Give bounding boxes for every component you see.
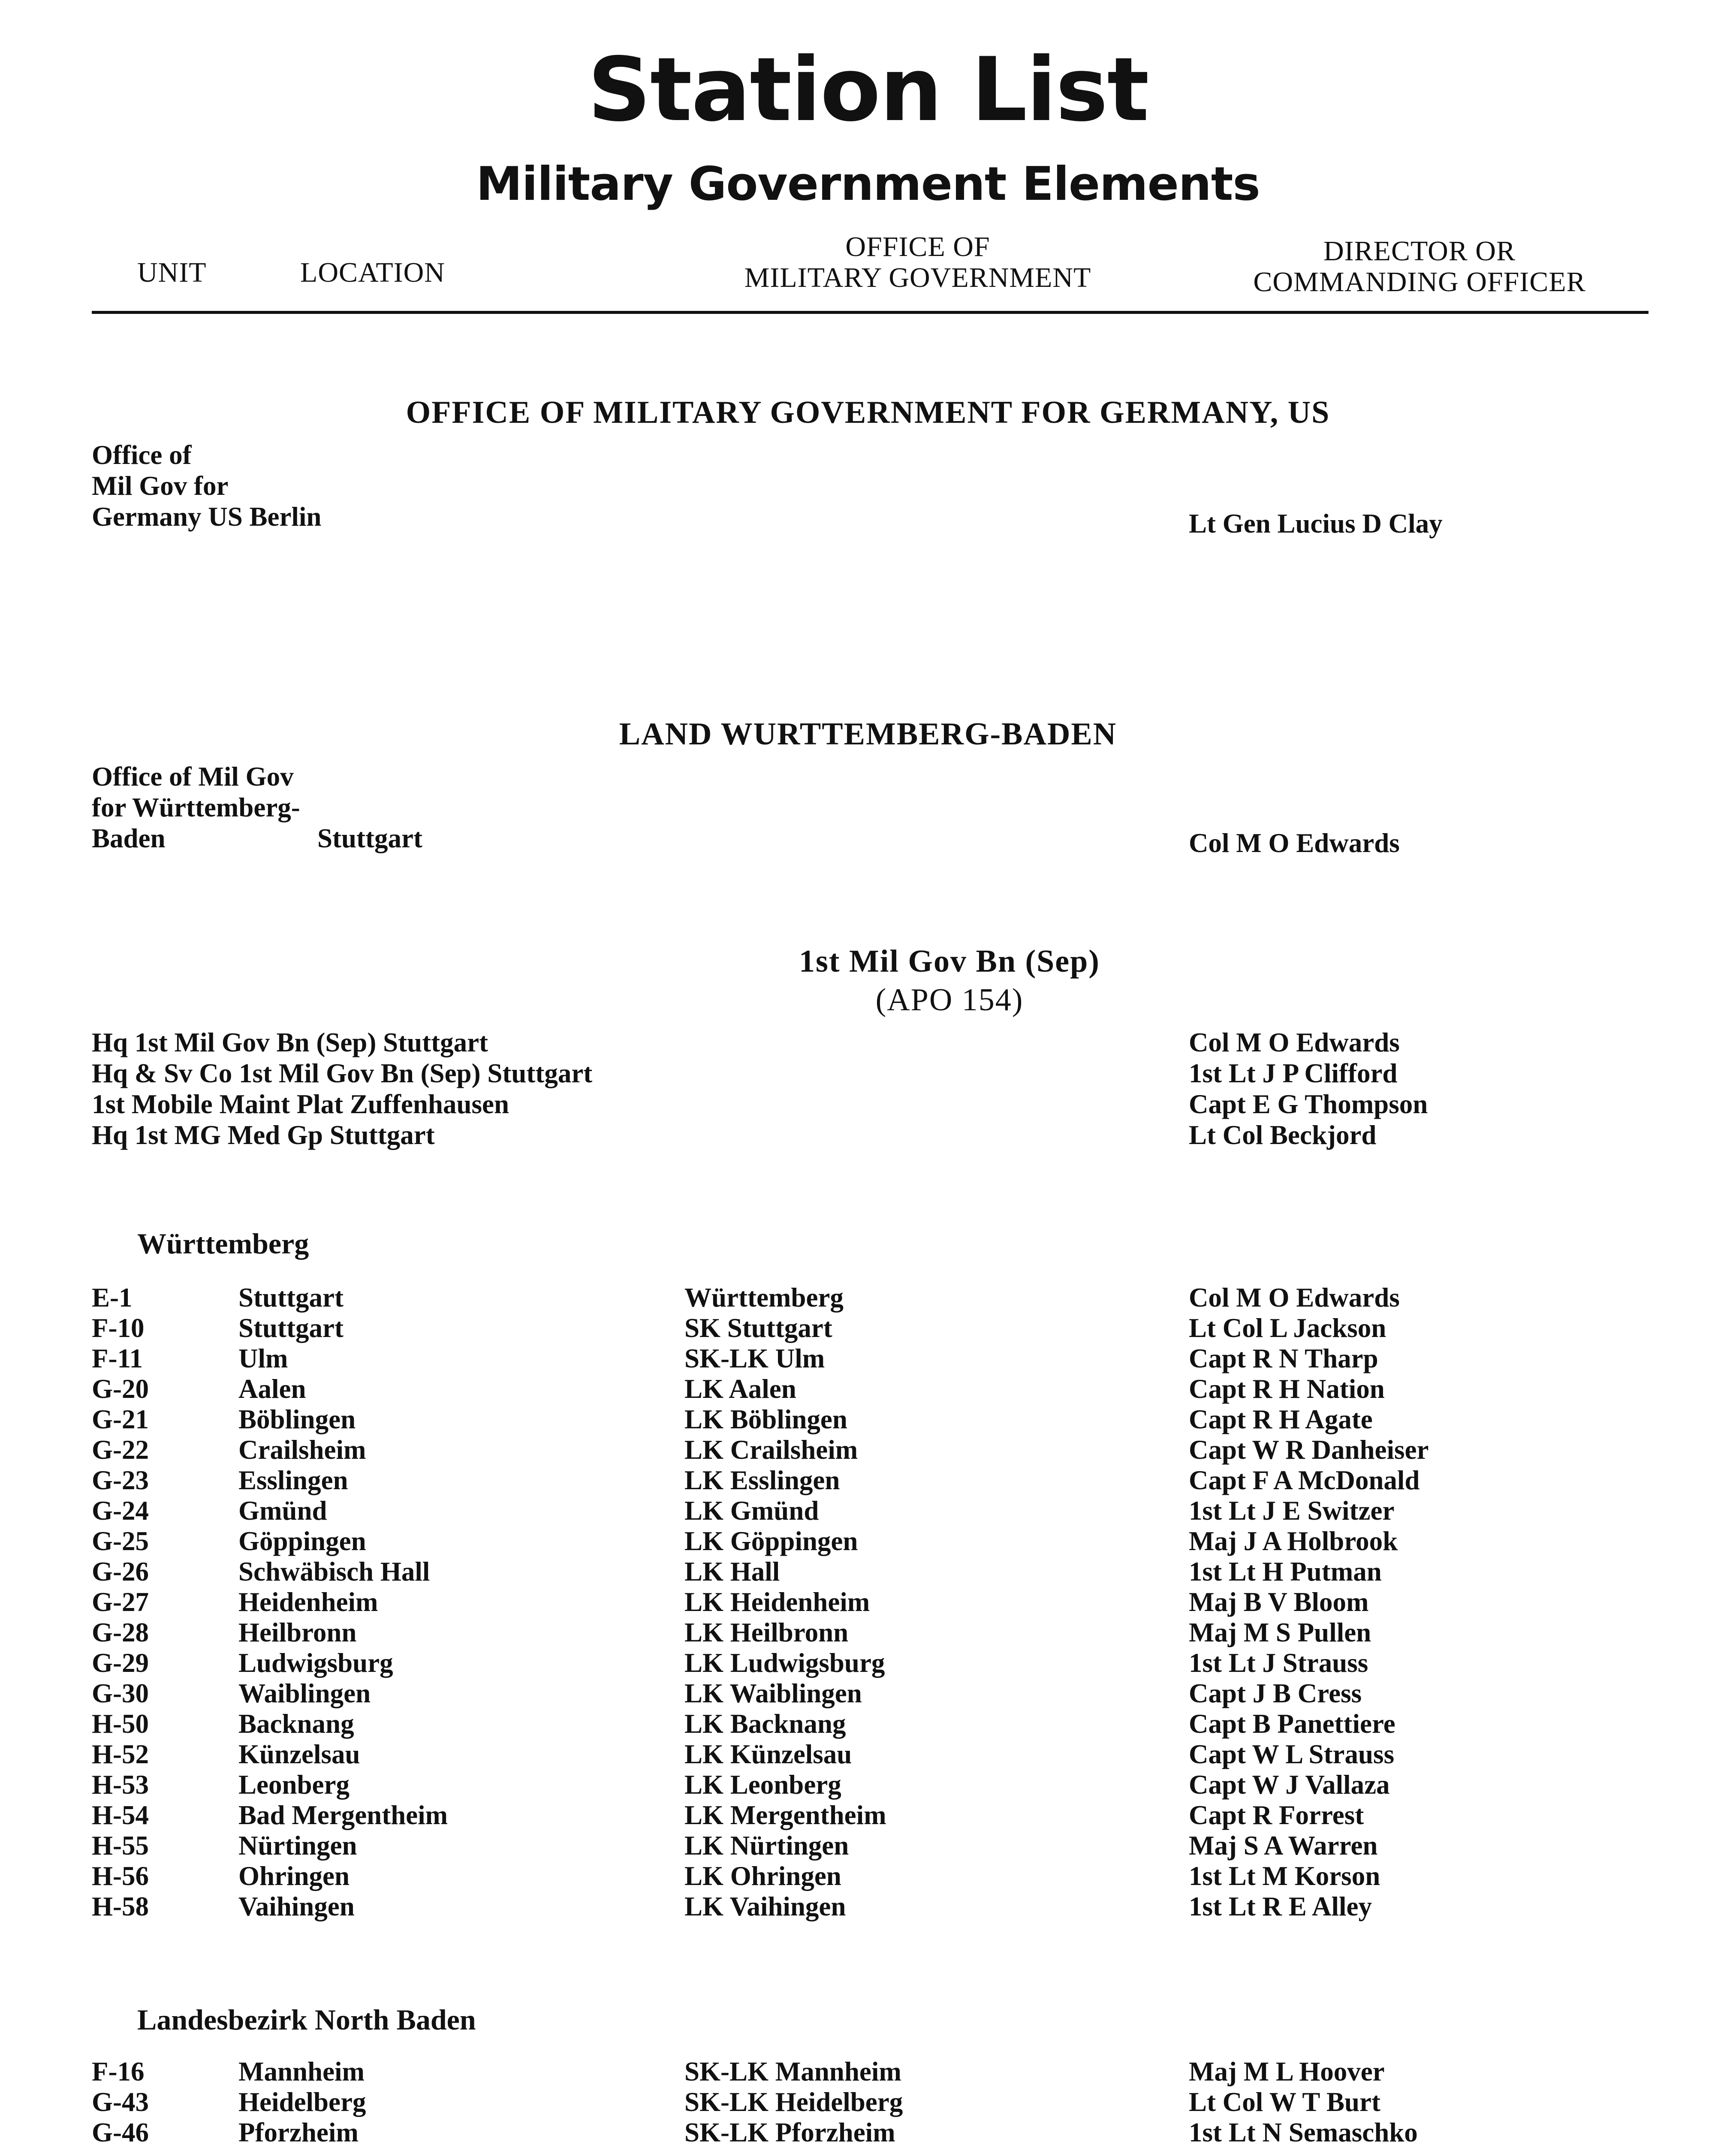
location-cell: Leonberg: [238, 1770, 350, 1800]
office-cell: LK Gmünd: [684, 1496, 819, 1526]
table-row: [0, 2117, 1736, 2144]
office-cell: Württemberg: [684, 1283, 844, 1313]
director-cell: Lt Col Beckjord: [1189, 1120, 1377, 1150]
omgus-line1: Office of: [92, 440, 192, 470]
office-cell: SK-LK Pforzheim: [684, 2117, 895, 2144]
table-row: [0, 2087, 1736, 2117]
unit-cell: H-56: [92, 1861, 149, 1891]
page-title: Station List: [588, 39, 1148, 141]
director-cell: 1st Lt R E Alley: [1189, 1891, 1372, 1921]
omgus-line3: Germany US Berlin: [92, 502, 322, 532]
director-cell: Capt B Panettiere: [1189, 1709, 1395, 1739]
unit-text: Hq 1st MG Med Gp Stuttgart: [92, 1120, 435, 1150]
table-row: [0, 1678, 1736, 1709]
table-row: [0, 1465, 1736, 1496]
director-cell: 1st Lt J E Switzer: [1189, 1496, 1395, 1526]
location-cell: Heidenheim: [238, 1587, 378, 1617]
director-cell: Capt W R Danheiser: [1189, 1435, 1429, 1465]
director-cell: 1st Lt J P Clifford: [1189, 1058, 1398, 1088]
office-cell: LK Ohringen: [684, 1861, 841, 1891]
unit-cell: G-28: [92, 1617, 149, 1647]
director-cell: Capt W J Vallaza: [1189, 1770, 1390, 1800]
land-heading: LAND WURTTEMBERG-BADEN: [619, 717, 1117, 752]
table-row: [0, 1739, 1736, 1770]
director-cell: Capt J B Cress: [1189, 1678, 1362, 1708]
location-cell: Bad Mergentheim: [238, 1800, 448, 1830]
column-header-director: [1227, 236, 1612, 298]
unit-cell: G-21: [92, 1404, 149, 1434]
office-cell: SK-LK Heidelberg: [684, 2087, 903, 2117]
director-cell: 1st Lt J Strauss: [1189, 1648, 1368, 1678]
land-director: Col M O Edwards: [1189, 828, 1400, 858]
page-subtitle: Military Government Elements: [476, 157, 1260, 211]
unit-cell: H-55: [92, 1831, 149, 1861]
list-item: [0, 1089, 1736, 1120]
director-cell: Capt E G Thompson: [1189, 1089, 1428, 1119]
table-row: [0, 1647, 1736, 1678]
office-cell: LK Waiblingen: [684, 1678, 862, 1708]
column-header-office-line2: MILITARY GOVERNMENT: [744, 262, 1091, 293]
location-cell: Künzelsau: [238, 1739, 360, 1769]
location-cell: Waiblingen: [238, 1678, 371, 1708]
office-cell: LK Künzelsau: [684, 1739, 852, 1769]
director-cell: Capt R Forrest: [1189, 1800, 1364, 1830]
location-cell: Böblingen: [238, 1404, 356, 1434]
location-cell: Göppingen: [238, 1526, 366, 1556]
list-item: [0, 1058, 1736, 1089]
unit-text: Hq & Sv Co 1st Mil Gov Bn (Sep) Stuttgart: [92, 1058, 593, 1088]
table-row: [0, 1769, 1736, 1800]
table-row: [0, 1434, 1736, 1465]
director-cell: Capt R N Tharp: [1189, 1343, 1378, 1373]
land-location: Stuttgart: [317, 823, 422, 853]
unit-text: 1st Mobile Maint Plat Zuffenhausen: [92, 1089, 509, 1119]
location-cell: Pforzheim: [238, 2117, 359, 2144]
director-cell: Capt R H Agate: [1189, 1404, 1373, 1434]
omgus-director: Lt Gen Lucius D Clay: [1189, 509, 1443, 539]
office-cell: LK Böblingen: [684, 1404, 847, 1434]
table-row: [0, 1556, 1736, 1587]
unit-cell: H-58: [92, 1891, 149, 1921]
location-cell: Esslingen: [238, 1465, 348, 1495]
table-row: [0, 1587, 1736, 1617]
location-cell: Ohringen: [238, 1861, 350, 1891]
location-cell: Schwäbisch Hall: [238, 1557, 430, 1587]
column-header-director-line2: COMMANDING OFFICER: [1253, 266, 1586, 298]
director-cell: 1st Lt N Semaschko: [1189, 2117, 1418, 2144]
column-header-location: LOCATION: [300, 257, 445, 288]
table-row: [0, 1343, 1736, 1374]
director-cell: Maj J A Holbrook: [1189, 1526, 1398, 1556]
location-cell: Ulm: [238, 1343, 288, 1373]
director-cell: Maj M L Hoover: [1189, 2057, 1385, 2087]
table-row: [0, 1526, 1736, 1557]
location-cell: Stuttgart: [238, 1283, 344, 1313]
unit-cell: G-29: [92, 1648, 149, 1678]
director-cell: 1st Lt M Korson: [1189, 1861, 1380, 1891]
office-cell: LK Hall: [684, 1557, 780, 1587]
location-cell: Gmünd: [238, 1496, 327, 1526]
office-cell: LK Mergentheim: [684, 1800, 886, 1830]
office-cell: LK Göppingen: [684, 1526, 858, 1556]
office-cell: LK Aalen: [684, 1374, 796, 1404]
table-row: [0, 1861, 1736, 1891]
location-cell: Heidelberg: [238, 2087, 366, 2117]
wurttemberg-heading: Württemberg: [137, 1227, 309, 1260]
land-line1: Office of Mil Gov: [92, 762, 294, 792]
office-cell: SK-LK Mannheim: [684, 2057, 901, 2087]
director-cell: Capt F A McDonald: [1189, 1465, 1420, 1495]
table-row: [0, 1373, 1736, 1404]
table-row: [0, 1282, 1736, 1313]
location-cell: Ludwigsburg: [238, 1648, 393, 1678]
office-cell: LK Backnang: [684, 1709, 846, 1739]
unit-cell: E-1: [92, 1283, 133, 1313]
location-cell: Nürtingen: [238, 1831, 357, 1861]
unit-cell: G-24: [92, 1496, 149, 1526]
office-cell: LK Esslingen: [684, 1465, 840, 1495]
unit-cell: G-46: [92, 2117, 149, 2144]
table-row: [0, 1617, 1736, 1648]
unit-cell: G-20: [92, 1374, 149, 1404]
director-cell: Maj M S Pullen: [1189, 1617, 1371, 1647]
unit-cell: F-11: [92, 1343, 143, 1373]
location-cell: Vaihingen: [238, 1891, 355, 1921]
table-row: [0, 1891, 1736, 1922]
column-header-director-line1: DIRECTOR OR: [1323, 235, 1516, 267]
list-item: [0, 1120, 1736, 1150]
unit-cell: G-30: [92, 1678, 149, 1708]
column-header-office-line1: OFFICE OF: [845, 231, 990, 262]
battalion-apo: (APO 154): [875, 982, 1024, 1018]
unit-text: Hq 1st Mil Gov Bn (Sep) Stuttgart: [92, 1027, 488, 1057]
table-row: [0, 1800, 1736, 1831]
director-cell: Capt R H Nation: [1189, 1374, 1385, 1404]
unit-cell: G-27: [92, 1587, 149, 1617]
unit-cell: G-43: [92, 2087, 149, 2117]
office-cell: LK Heidenheim: [684, 1587, 870, 1617]
office-cell: LK Vaihingen: [684, 1891, 846, 1921]
table-row: [0, 1495, 1736, 1526]
location-cell: Crailsheim: [238, 1435, 366, 1465]
director-cell: Maj S A Warren: [1189, 1831, 1378, 1861]
battalion-heading: 1st Mil Gov Bn (Sep): [799, 944, 1100, 979]
column-header-unit: UNIT: [137, 257, 207, 288]
location-cell: Stuttgart: [238, 1313, 344, 1343]
north-baden-heading: Landesbezirk North Baden: [137, 2003, 476, 2036]
office-cell: SK Stuttgart: [684, 1313, 832, 1343]
table-row: [0, 1708, 1736, 1739]
office-cell: LK Crailsheim: [684, 1435, 858, 1465]
unit-cell: F-16: [92, 2057, 145, 2087]
director-cell: Maj B V Bloom: [1189, 1587, 1369, 1617]
omgus-line2: Mil Gov for: [92, 471, 229, 501]
office-cell: LK Ludwigsburg: [684, 1648, 885, 1678]
unit-cell: H-53: [92, 1770, 149, 1800]
unit-cell: G-22: [92, 1435, 149, 1465]
office-cell: LK Leonberg: [684, 1770, 841, 1800]
list-item: [0, 1027, 1736, 1058]
unit-cell: G-26: [92, 1557, 149, 1587]
office-cell: LK Heilbronn: [684, 1617, 849, 1647]
director-cell: Col M O Edwards: [1189, 1027, 1400, 1057]
unit-cell: H-50: [92, 1709, 149, 1739]
director-cell: Lt Col W T Burt: [1189, 2087, 1380, 2117]
omgus-heading: OFFICE OF MILITARY GOVERNMENT FOR GERMANY, US: [406, 395, 1330, 430]
column-header-office: [703, 232, 1132, 293]
land-line3: Baden: [92, 823, 166, 853]
director-cell: Capt W L Strauss: [1189, 1739, 1395, 1769]
office-cell: LK Nürtingen: [684, 1831, 849, 1861]
table-row: [0, 1404, 1736, 1435]
director-cell: 1st Lt H Putman: [1189, 1557, 1382, 1587]
unit-cell: H-52: [92, 1739, 149, 1769]
table-row: [0, 2056, 1736, 2087]
land-line2: for Württemberg-: [92, 792, 300, 822]
office-cell: SK-LK Ulm: [684, 1343, 825, 1373]
unit-cell: F-10: [92, 1313, 145, 1343]
director-cell: Lt Col L Jackson: [1189, 1313, 1386, 1343]
location-cell: Aalen: [238, 1374, 306, 1404]
location-cell: Heilbronn: [238, 1617, 357, 1647]
table-row: [0, 1313, 1736, 1343]
header-rule: [92, 311, 1649, 314]
director-cell: Col M O Edwards: [1189, 1283, 1400, 1313]
table-row: [0, 1830, 1736, 1861]
unit-cell: G-23: [92, 1465, 149, 1495]
location-cell: Mannheim: [238, 2057, 365, 2087]
unit-cell: G-25: [92, 1526, 149, 1556]
location-cell: Backnang: [238, 1709, 354, 1739]
unit-cell: H-54: [92, 1800, 149, 1830]
